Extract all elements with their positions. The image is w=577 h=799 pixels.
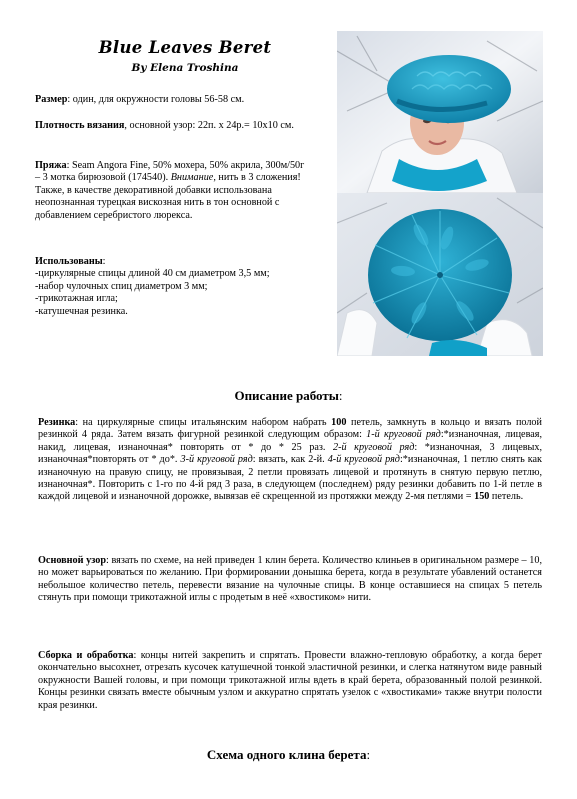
yarn-label: Пряжа	[35, 160, 67, 171]
yarn-text: : Seam Angora Fine, 50% мохера, 50% акрила, 300м/50г – 3 мотка бирюзовой (174540).	[35, 160, 305, 184]
tool-item: -трикотажная игла;	[35, 293, 118, 305]
author-byline: By Elena Troshina	[131, 62, 239, 74]
rib-text-6: :*изнаночная, 1 петлю снять как изнаночную на правую спицу, не провязывая, 2 петли провязать лицевой и протянуть в снятую первую петлю, изнаночная*. Повторить с 1-го по 4-й ряд 3 раза, в следующем (последнем) ряду резинки добавить по 1-й петле в каждой лицевой и изнаночной дорожке, вывязав её скрещенной из протяжки между 2-мя петлями =	[38, 454, 543, 503]
tool-item: -циркулярные спицы длиной 40 см диаметром 3,5 мм;	[35, 268, 270, 280]
gauge-text: , основной узор: 22п. х 24р.= 10х10 см.	[124, 120, 294, 131]
pattern-title: Blue Leaves Beret	[98, 38, 272, 57]
rib-text-7: петель.	[489, 491, 524, 503]
rib-stitch-count-1: 100	[331, 417, 347, 428]
gauge-paragraph	[35, 120, 305, 132]
rib-label: Резинка	[38, 417, 76, 428]
rib-text-5: : вязать, как 2-й.	[252, 454, 328, 466]
size-paragraph	[35, 94, 305, 106]
tools-label: Использованы	[35, 256, 103, 267]
beret-photo-front	[337, 31, 543, 193]
finishing-label: Сборка и обработка	[38, 650, 134, 661]
rib-text-2: петель, замкнуть в кольцо и вязать полой резинкой 4 ряда. Затем вязать фигурной резинкой следующим образом:	[38, 417, 542, 441]
chart-section-title	[0, 747, 577, 763]
rib-paragraph	[38, 417, 542, 504]
size-text: : один, для окружности головы 56-58 см.	[67, 94, 245, 105]
beret-photo-top	[337, 193, 543, 356]
yarn-note-emphasis: Внимание	[170, 172, 214, 184]
chart-title-text: Схема одного клина берета	[206, 747, 367, 762]
size-label: Размер	[35, 94, 68, 105]
description-title	[0, 388, 577, 404]
description-title-colon: :	[338, 388, 343, 403]
rib-row-3-label: 3-й круговой ряд	[180, 454, 253, 466]
main-pattern-label: Основной узор	[38, 555, 107, 566]
tool-item: -катушечная резинка.	[35, 305, 128, 317]
rib-row-1-label: 1-й круговой ряд	[366, 429, 441, 441]
rib-row-4-label: 4-й круговой ряд	[327, 454, 400, 466]
gauge-label: Плотность вязания	[35, 120, 125, 131]
rib-text-1: : на циркулярные спицы итальянским набором набрать	[75, 417, 332, 428]
rib-row-2-label: 2-й круговой ряд	[333, 441, 415, 453]
tools-colon: :	[102, 256, 106, 267]
main-pattern-paragraph	[38, 555, 542, 605]
yarn-note-text: , нить в 3 сложения! Также, в качестве декоративной добавки использована неопознанная турецкая вискозная нить в тон основной с добавлением серебристого люрекса.	[35, 172, 301, 221]
rib-text-3: :*изнаночная, лицевая, накид, лицевая, изнаночная* повторять от * до * 25 раз.	[38, 429, 543, 453]
tool-item: -набор чулочных спиц диаметром 3 мм;	[35, 280, 208, 292]
finishing-paragraph	[38, 650, 542, 712]
tools-paragraph	[35, 256, 305, 318]
chart-title-colon: :	[366, 747, 371, 762]
rib-stitch-count-2: 150	[474, 491, 490, 503]
rib-text-4: : *изнаночная, 3 лицевых, изнаночная*повторять от * до*.	[38, 441, 543, 466]
main-pattern-text: : вязать по схеме, на ней приведен 1 клин берета. Количество клиньев в оригинальном размере – 10, но может варьироваться по желанию. При формировании донышка берета, когда в результате убавлений останется небольшое количество петель, перевести вязание на чулочные спицы. В конце оставшиеся на спицах 5 петель стянуть при помощи трикотажной иглы с продетым в неё «хвостиком» нити.	[38, 555, 542, 604]
finishing-text: : концы нитей закрепить и спрятать. Провести влажно-тепловую обработку, а когда берет окончательно высохнет, отрезать кусочек катушечной тонкой эластичной резинки, и слегка натянутом виде равный окружности Вашей головы, и при помощи трикотажной иглы вдеть в край берета, образованный полой резинкой. Концы резинки связать вместе обычным узлом и аккуратно спрятать узелок с «хвостиками» также внутри полости края резинки.	[38, 650, 542, 711]
description-title-text: Описание работы	[234, 388, 339, 403]
yarn-paragraph	[35, 160, 305, 222]
